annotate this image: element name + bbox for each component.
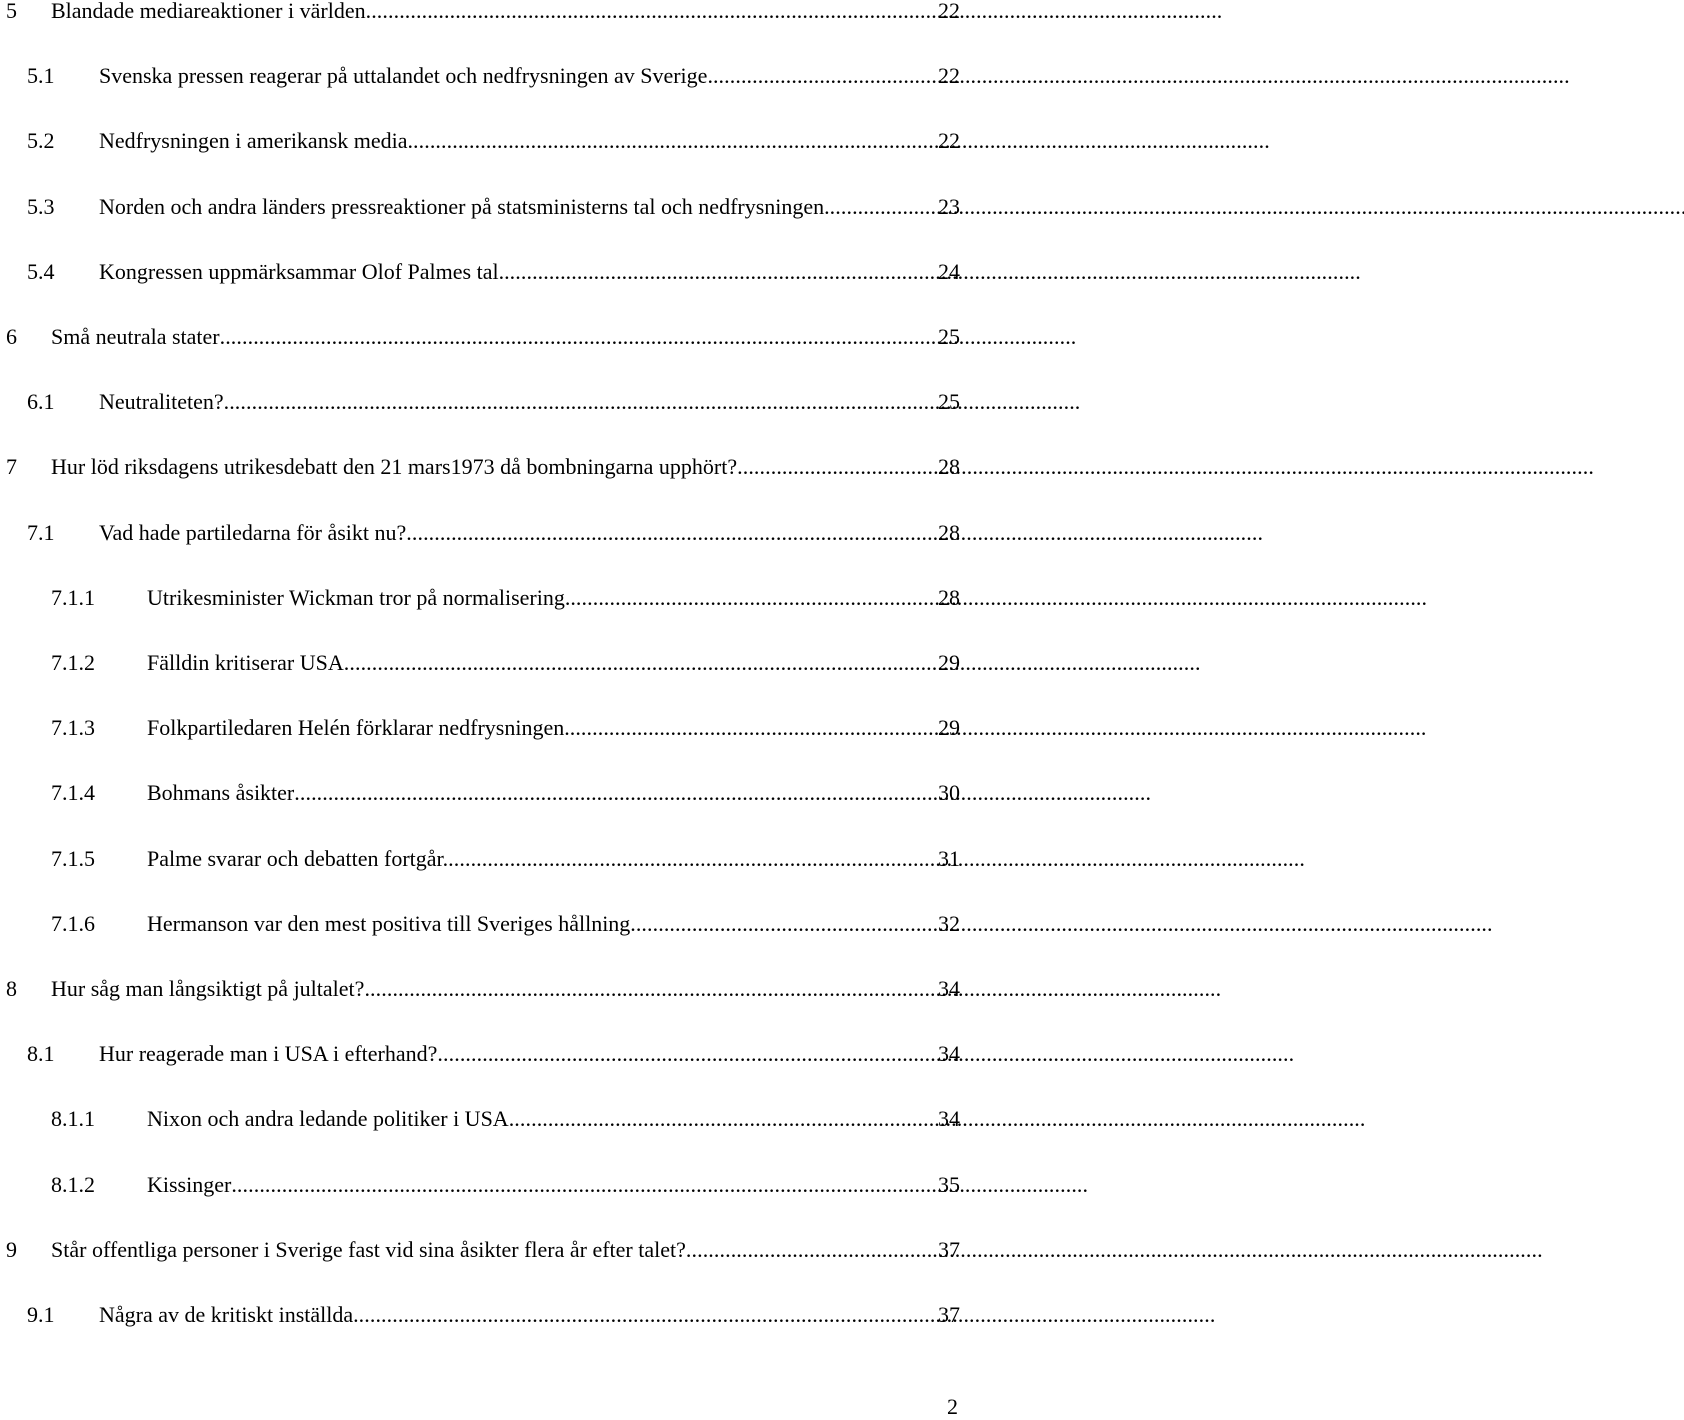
toc-entry[interactable]	[27, 192, 960, 222]
toc-entry-page: 24	[938, 258, 960, 284]
toc-dot-leader	[231, 1170, 937, 1200]
toc-dot-leader	[406, 518, 937, 548]
toc-entry[interactable]	[51, 844, 960, 874]
toc-entry-page: 22	[938, 0, 960, 23]
toc-dot-leader	[437, 1039, 937, 1069]
toc-entry-page: 25	[938, 389, 960, 415]
toc-entry[interactable]	[6, 322, 960, 352]
toc-dot-leader	[224, 387, 937, 417]
toc-entry-number: 6.1	[27, 389, 55, 415]
toc-entry-page: 32	[938, 910, 960, 936]
toc-entry-title: Utrikesminister Wickman tror på normalisering.	[147, 584, 571, 610]
toc-dot-leader	[359, 1300, 937, 1330]
toc-entry-title: Hur reagerade man i USA i efterhand?	[99, 1041, 438, 1067]
toc-entry[interactable]	[51, 1104, 960, 1134]
toc-dot-leader	[686, 1235, 937, 1265]
toc-dot-leader	[364, 974, 937, 1004]
toc-entry-number: 8.1.2	[51, 1171, 95, 1197]
toc-entry[interactable]	[6, 452, 960, 482]
toc-entry[interactable]	[6, 974, 960, 1004]
toc-entry-title: Hur löd riksdagens utrikesdebatt den 21 mars1973 då bombningarna upphört?	[51, 454, 738, 480]
page-number: 2	[947, 1394, 958, 1419]
toc-dot-leader	[737, 452, 937, 482]
toc-entry-title: Hermanson var den mest positiva till Sveriges hållning.	[147, 910, 636, 936]
toc-entry-number: 7.1.1	[51, 584, 95, 610]
toc-entry-number: 7.1.2	[51, 650, 95, 675]
toc-dot-leader	[504, 257, 937, 287]
toc-entry-title: Blandade mediareaktioner i världen	[51, 0, 366, 23]
toc-entry[interactable]	[27, 387, 960, 417]
toc-dot-leader	[636, 909, 937, 939]
toc-entry-page: 29	[938, 715, 960, 741]
toc-entry-page: 34	[938, 976, 960, 1001]
toc-entry-number: 8.1	[27, 1041, 55, 1067]
toc-entry-title: Några av de kritiskt inställda.	[99, 1302, 359, 1327]
toc-entry-title: Nedfrysningen i amerikansk media.	[99, 128, 414, 154]
toc-entry[interactable]	[51, 583, 960, 613]
toc-entry-number: 9	[6, 1236, 17, 1262]
toc-entry-page: 37	[938, 1236, 960, 1262]
toc-entry-number: 7.1.5	[51, 845, 95, 871]
toc-entry-page: 22	[938, 128, 960, 154]
toc-entry[interactable]	[6, 0, 960, 26]
toc-entry-title: Neutraliteten?	[99, 389, 224, 415]
toc-entry-page: 28	[938, 519, 960, 545]
toc-entry-title: Små neutrala stater	[51, 324, 220, 349]
toc-entry-number: 7	[6, 454, 17, 480]
toc-entry[interactable]	[27, 1039, 960, 1069]
toc-entry-number: 5	[6, 0, 17, 23]
toc-entry[interactable]	[6, 1235, 960, 1265]
toc-entry[interactable]	[27, 61, 960, 91]
toc-dot-leader	[344, 648, 937, 678]
toc-entry-page: 22	[938, 63, 960, 89]
toc-dot-leader	[713, 61, 937, 91]
toc-entry-title: Palme svarar och debatten fortgår.	[147, 845, 449, 871]
toc-entry-title: Kissinger	[147, 1171, 232, 1197]
toc-entry[interactable]	[27, 126, 960, 156]
toc-entry-page: 30	[938, 780, 960, 806]
toc-entry-page: 25	[938, 324, 960, 349]
toc-entry-number: 7.1.6	[51, 910, 95, 936]
toc-dot-leader	[413, 126, 937, 156]
toc-entry-number: 5.1	[27, 63, 55, 89]
toc-entry-number: 6	[6, 324, 17, 349]
toc-entry-page: 29	[938, 650, 960, 675]
toc-entry-number: 5.3	[27, 193, 55, 219]
toc-dot-leader	[220, 322, 937, 352]
toc-entry-number: 8.1.1	[51, 1106, 95, 1132]
toc-entry-number: 7.1	[27, 519, 55, 545]
toc-dot-leader	[448, 844, 937, 874]
toc-entry-page: 34	[938, 1041, 960, 1067]
toc-entry-number: 9.1	[27, 1302, 55, 1327]
toc-entry-title: Nixon och andra ledande politiker i USA	[147, 1106, 509, 1132]
toc-entry-title: Svenska pressen reagerar på uttalandet och nedfrysningen av Sverige.	[99, 63, 713, 89]
toc-dot-leader	[509, 1104, 937, 1134]
toc-entry-title: Hur såg man långsiktigt på jultalet?	[51, 976, 365, 1001]
toc-entry-number: 8	[6, 976, 17, 1001]
toc-dot-leader	[830, 192, 937, 222]
toc-entry-number: 7.1.3	[51, 715, 95, 741]
toc-entry-page: 34	[938, 1106, 960, 1132]
toc-entry[interactable]	[51, 909, 960, 939]
toc-entry[interactable]	[27, 518, 960, 548]
toc-entry-title: Står offentliga personer i Sverige fast vid sina åsikter flera år efter talet?	[51, 1236, 686, 1262]
toc-entry-title: Bohmans åsikter	[147, 780, 295, 806]
toc-entry-title: Vad hade partiledarna för åsikt nu?	[99, 519, 407, 545]
toc-entry-number: 5.2	[27, 128, 55, 154]
toc-entry-page: 37	[938, 1302, 960, 1327]
toc-entry-number: 5.4	[27, 258, 55, 284]
toc-entry[interactable]	[27, 1300, 960, 1330]
toc-entry-title: Norden och andra länders pressreaktioner på statsministerns tal och nedfrysningen.	[99, 193, 830, 219]
toc-entry-page: 23	[938, 193, 960, 219]
toc-entry[interactable]	[51, 1170, 960, 1200]
toc-entry-title: Fälldin kritiserar USA	[147, 650, 344, 675]
toc-entry-page: 31	[938, 845, 960, 871]
toc-entry[interactable]	[51, 648, 960, 678]
toc-dot-leader	[294, 778, 937, 808]
toc-dot-leader	[570, 583, 937, 613]
toc-entry-number: 7.1.4	[51, 780, 95, 806]
toc-entry-page: 28	[938, 454, 960, 480]
toc-entry[interactable]	[27, 257, 960, 287]
toc-dot-leader	[570, 713, 937, 743]
toc-entry-title: Folkpartiledaren Helén förklarar nedfrysningen.	[147, 715, 570, 741]
toc-entry-title: Kongressen uppmärksammar Olof Palmes tal.	[99, 258, 505, 284]
toc-entry-page: 28	[938, 584, 960, 610]
toc-entry[interactable]	[51, 778, 960, 808]
toc-entry-page: 35	[938, 1171, 960, 1197]
toc-entry[interactable]	[51, 713, 960, 743]
toc-dot-leader	[366, 0, 937, 26]
